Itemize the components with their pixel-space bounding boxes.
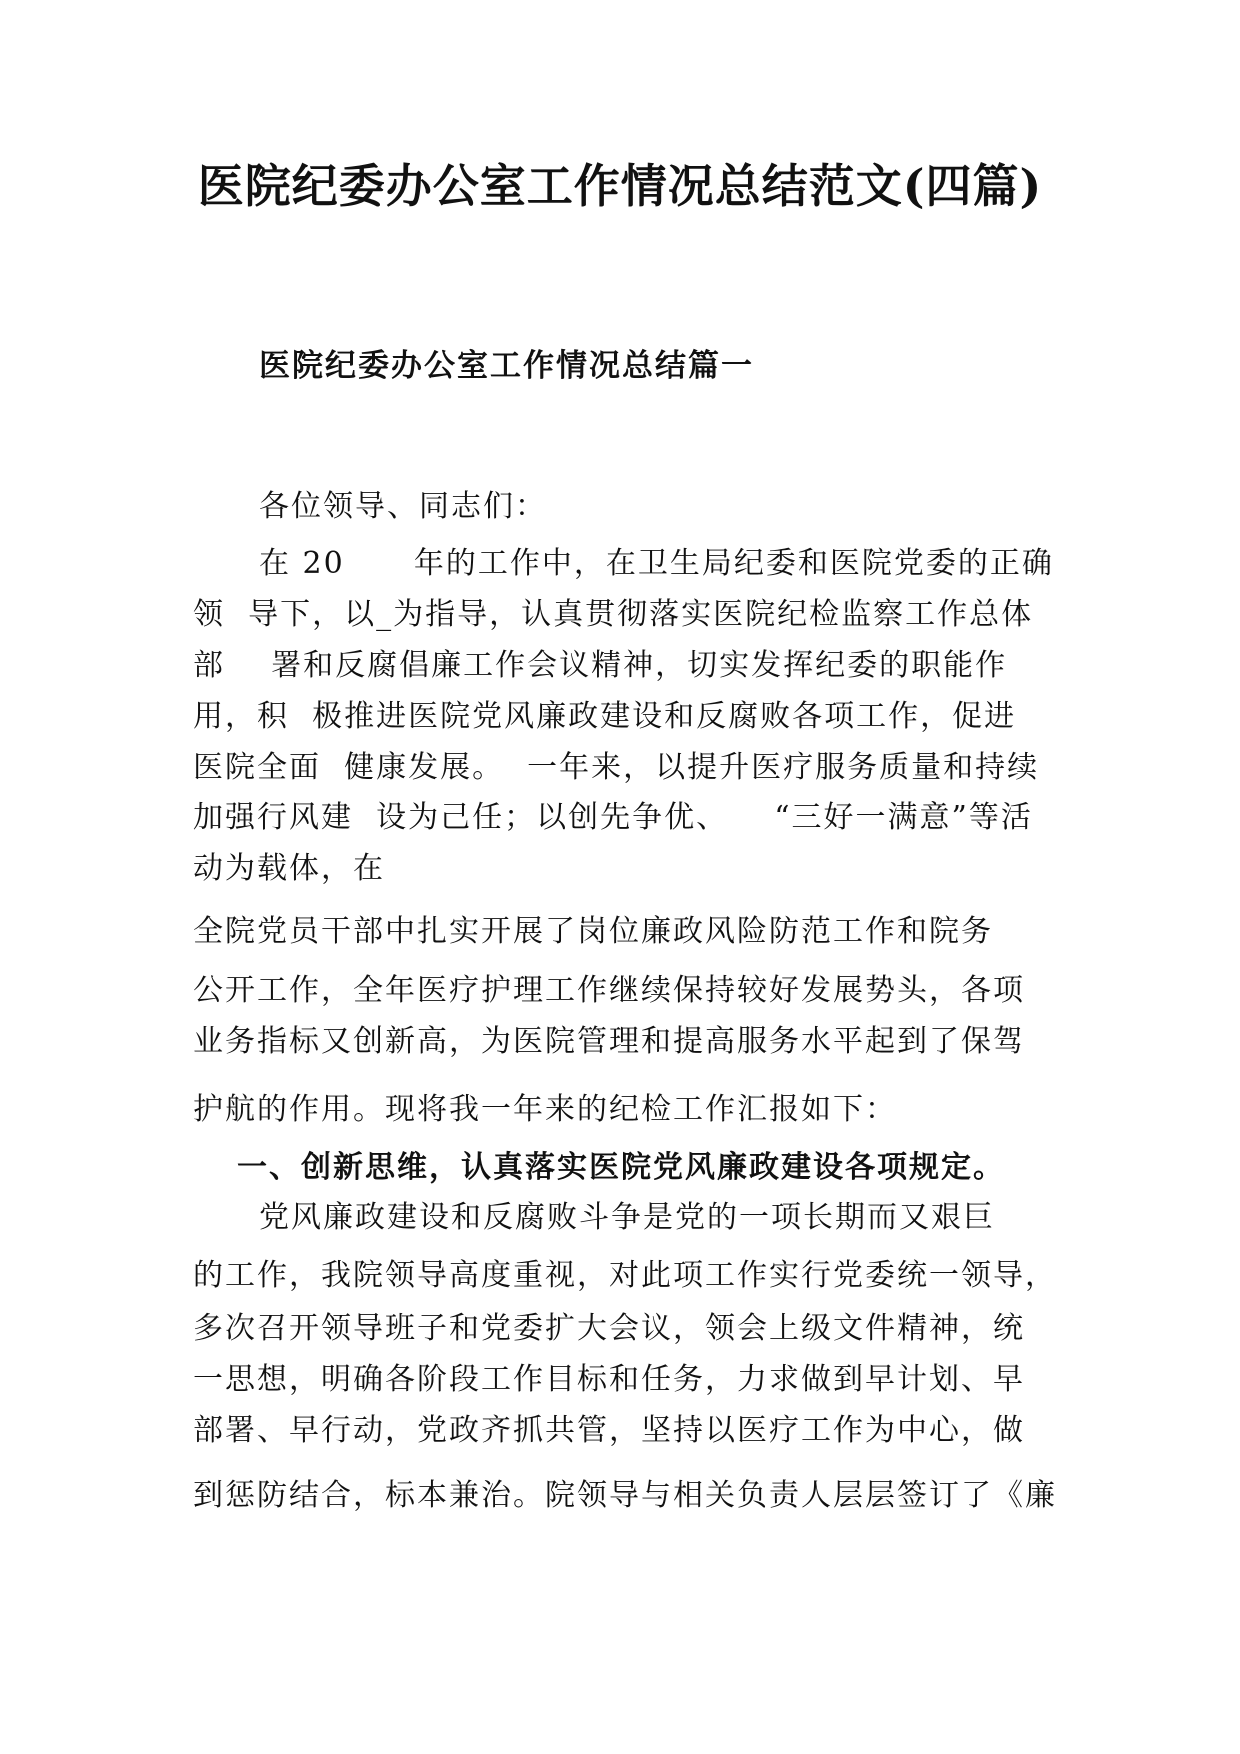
body-line: 一思想，明确各阶段工作目标和任务，力求做到早计划、早 [193, 1362, 1025, 1397]
body-line: 医院全面 健康发展。 一年来，以提升医疗服务质量和持续 [193, 750, 1040, 785]
body-line: 护航的作用。现将我一年来的纪检工作汇报如下： [193, 1092, 897, 1127]
body-line: 的工作，我院领导高度重视，对此项工作实行党委统一领导， [193, 1258, 1057, 1293]
body-line: 业务指标又创新高，为医院管理和提高服务水平起到了保驾 [193, 1024, 1025, 1059]
body-line: 在 20 年的工作中，在卫生局纪委和医院党委的正确 [259, 546, 1054, 581]
body-line: 公开工作，全年医疗护理工作继续保持较好发展势头，各项 [193, 973, 1025, 1008]
body-line: 用，积 极推进医院党风廉政建设和反腐败各项工作，促进 [193, 699, 1017, 734]
body-line: 全院党员干部中扎实开展了岗位廉政风险防范工作和院务 [193, 914, 993, 949]
salutation-line: 各位领导、同志们： [259, 489, 547, 524]
body-line: 领 导下，以_为指导，认真贯彻落实医院纪检监察工作总体 [193, 597, 1034, 632]
body-line: 党风廉政建设和反腐败斗争是党的一项长期而又艰巨 [259, 1200, 995, 1235]
body-line: 加强行风建 设为己任；以创先争优、 “三好一满意”等活 [193, 800, 1033, 835]
document-title: 医院纪委办公室工作情况总结范文(四篇) [197, 159, 1043, 213]
section-heading-1: 一、创新思维，认真落实医院党风廉政建设各项规定。 [237, 1150, 1005, 1185]
body-line: 多次召开领导班子和党委扩大会议，领会上级文件精神，统 [193, 1311, 1025, 1346]
body-line: 到惩防结合，标本兼治。院领导与相关负责人层层签订了《廉 [193, 1478, 1057, 1513]
body-line: 部 署和反腐倡廉工作会议精神，切实发挥纪委的职能作 [193, 648, 1008, 683]
section-title: 医院纪委办公室工作情况总结篇一 [259, 348, 754, 384]
body-line: 部署、早行动，党政齐抓共管，坚持以医疗工作为中心，做 [193, 1413, 1025, 1448]
body-line: 动为载体，在 [193, 851, 385, 886]
